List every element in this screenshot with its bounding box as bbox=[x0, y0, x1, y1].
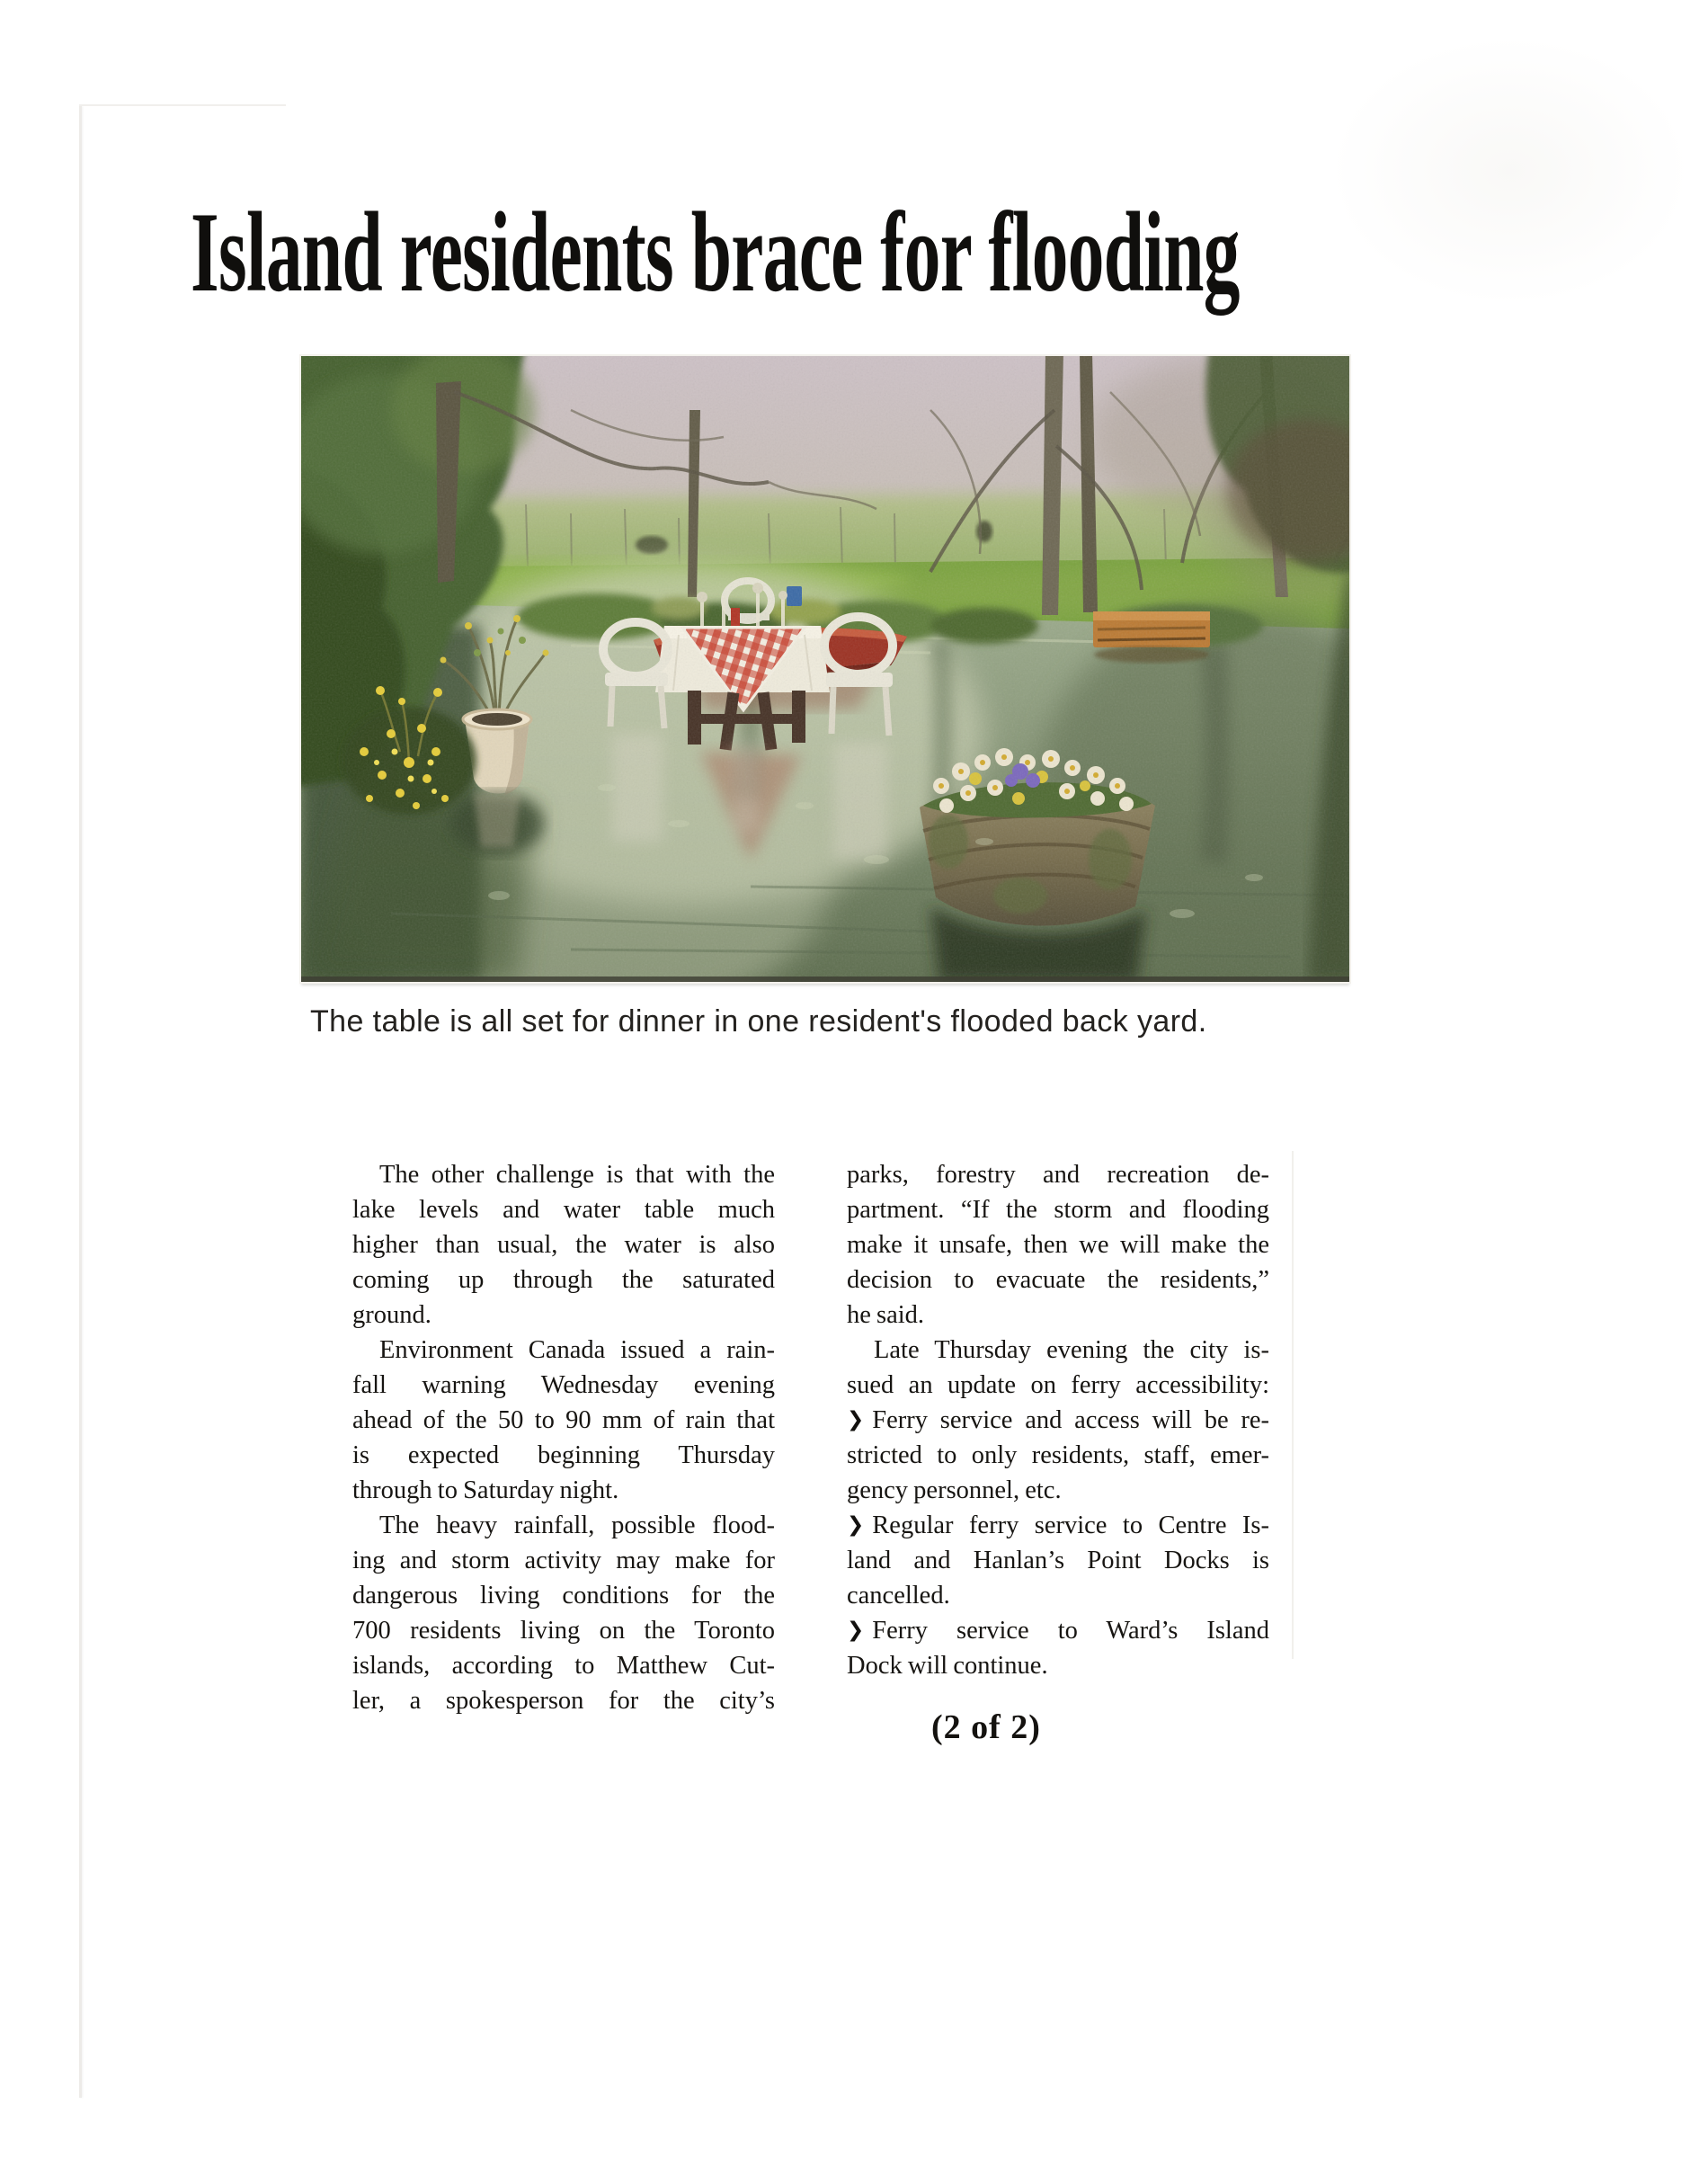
article-column-right bbox=[847, 1157, 1269, 1683]
article-line: through to Saturday night. bbox=[352, 1476, 619, 1504]
article-line: ahead of the 50 to 90 mm of rain that bbox=[352, 1406, 775, 1434]
article-line: gency personnel, etc. bbox=[847, 1476, 1062, 1504]
scan-edge-shadow bbox=[79, 106, 82, 2098]
flooded-backyard-photo-art bbox=[301, 356, 1349, 982]
bullet-icon: ❯ bbox=[847, 1408, 865, 1431]
article-line: partment. “If the storm and flooding bbox=[847, 1196, 1269, 1224]
scan-shading bbox=[1330, 36, 1690, 306]
bullet-icon: ❯ bbox=[847, 1513, 865, 1537]
article-line: ❯ Ferry service and access will be re- bbox=[847, 1406, 1269, 1434]
flooded-backyard-photo bbox=[301, 356, 1349, 982]
article-line: The other challenge is that with the bbox=[379, 1161, 775, 1189]
article-line: ground. bbox=[352, 1301, 431, 1329]
article-line: make it unsafe, then we will make the bbox=[847, 1231, 1269, 1259]
article-line: Environment Canada issued a rain- bbox=[379, 1336, 775, 1364]
article-line: sued an update on ferry accessibility: bbox=[847, 1371, 1269, 1399]
article-line: Late Thursday evening the city is- bbox=[874, 1336, 1269, 1364]
article-line: ❯ Regular ferry service to Centre Is- bbox=[847, 1511, 1269, 1539]
article-line: ler, a spokesperson for the city’s bbox=[352, 1687, 775, 1715]
article-line: land and Hanlan’s Point Docks is bbox=[847, 1547, 1269, 1574]
article-line: decision to evacuate the residents,” bbox=[847, 1266, 1269, 1294]
article-line: Dock will continue. bbox=[847, 1652, 1048, 1680]
article-line: parks, forestry and recreation de- bbox=[847, 1161, 1269, 1189]
article-line: cancelled. bbox=[847, 1582, 950, 1610]
article-line: dangerous living conditions for the bbox=[352, 1582, 775, 1610]
article-line: lake levels and water table much bbox=[352, 1196, 775, 1224]
article-line: higher than usual, the water is also bbox=[352, 1231, 775, 1259]
scan-crease bbox=[1292, 1151, 1294, 1659]
article-headline: Island residents brace for flooding bbox=[191, 190, 1240, 316]
page-indicator: (2 of 2) bbox=[931, 1708, 1041, 1746]
article-line: coming up through the saturated bbox=[352, 1266, 775, 1294]
scan-edge-shadow-top bbox=[79, 104, 286, 106]
article-line: The heavy rainfall, possible flood- bbox=[379, 1511, 775, 1539]
article-line: is expected beginning Thursday bbox=[352, 1441, 775, 1469]
article-line: ing and storm activity may make for bbox=[352, 1547, 775, 1574]
article-line: he said. bbox=[847, 1301, 925, 1329]
article-column-left bbox=[352, 1157, 775, 1718]
bullet-icon: ❯ bbox=[847, 1618, 865, 1642]
article-line: islands, according to Matthew Cut- bbox=[352, 1652, 775, 1680]
article-line: stricted to only residents, staff, emer- bbox=[847, 1441, 1269, 1469]
article-line: fall warning Wednesday evening bbox=[352, 1371, 775, 1399]
article-line: ❯ Ferry service to Ward’s Island bbox=[847, 1617, 1269, 1645]
article-line: 700 residents living on the Toronto bbox=[352, 1617, 775, 1645]
photo-caption: The table is all set for dinner in one resident's flooded back yard. bbox=[310, 1004, 1207, 1039]
